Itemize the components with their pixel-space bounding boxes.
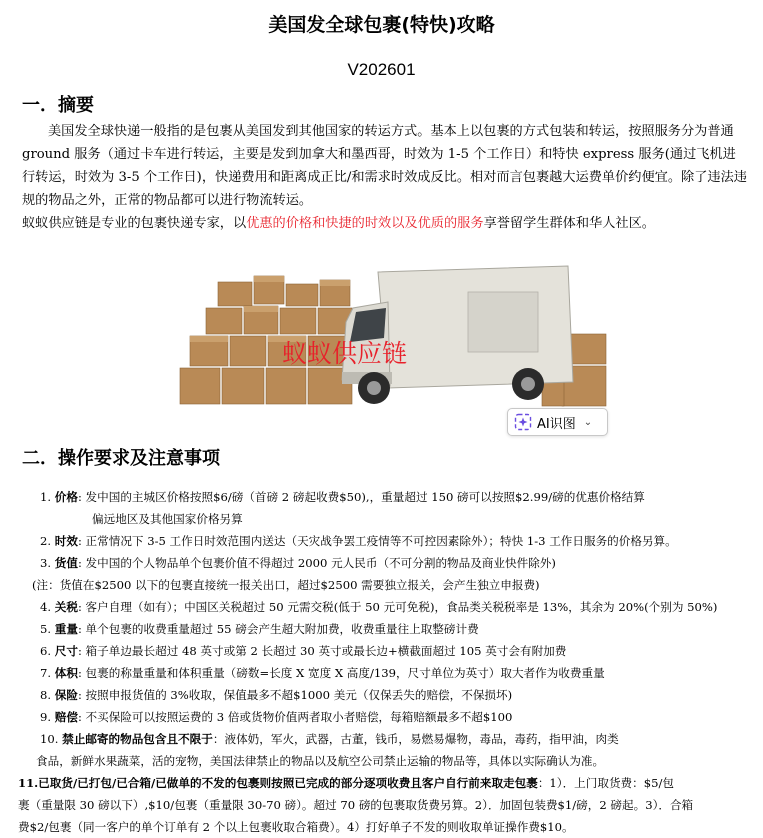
company-text-pre: 蚁蚁供应链是专业的包裹快递专家，以	[22, 216, 247, 231]
ai-sparkle-icon	[514, 413, 532, 431]
company-paragraph	[22, 212, 747, 235]
item-number: 3.	[40, 556, 52, 570]
list-item	[18, 772, 752, 794]
item-label: 11.已取货/已打包/已合箱/已做单的不发的包裹则按照已完成的部分逐项收费且客户自行前来取走包裹	[18, 776, 538, 790]
list-item	[40, 662, 752, 684]
delivery-truck-image	[178, 262, 608, 408]
ai-recognize-label: AI识图	[537, 416, 576, 432]
item-text: ：液体奶，军火，武器，古董，钱币，易燃易爆物，毒品，毒药，指甲油，肉类	[212, 732, 619, 746]
list-item-continuation: 偏远地区及其他国家价格另算	[92, 512, 243, 526]
watermark-text: 蚁蚁供应链	[282, 339, 408, 368]
company-text-post: 享誉留学生群体和华人社区。	[483, 216, 655, 231]
item-number: 8.	[40, 688, 52, 702]
item-text: : 发中国的主城区价格按照$6/磅（首磅 2 磅起收费$50),，重量超过 150 磅可以按照$2.99/磅的优惠价格结算	[77, 490, 645, 504]
chevron-down-icon: ⌄	[583, 416, 593, 428]
item-number: 9.	[40, 710, 52, 724]
item-number: 1.	[40, 490, 52, 504]
item-label: 尺寸	[54, 644, 78, 658]
item-number: 5.	[40, 622, 52, 636]
section-heading-summary: 一．摘要	[22, 95, 94, 116]
item-label: 重量	[54, 622, 78, 636]
document-code: V202601	[347, 60, 416, 79]
ai-recognize-button[interactable]	[507, 408, 608, 436]
item-label: 赔偿	[54, 710, 78, 724]
list-item-continuation: 费$2/包裹（同一客户的单个订单有 2 个以上包裹收取合箱费）。4）打好单子不发的则收取单证操作费$10。	[18, 820, 574, 834]
list-item-note: (注：货值在$2500 以下的包裹直接统一报关出口，超过$2500 需要独立报关，会产生独立申报费)	[32, 578, 540, 592]
item-number: 10.	[40, 732, 59, 746]
item-label: 时效	[54, 534, 78, 548]
item-text: ：1）．上门取货费：$5/包	[537, 776, 675, 790]
item-number: 2.	[40, 534, 52, 548]
item-label: 价格	[54, 490, 78, 504]
list-item-continuation: 裹（重量限 30 磅以下）,$10/包裹（重量限 30-70 磅）。超过 70 磅的包裹取货费另算。2）．加固包装费$1/磅，2 磅起。3）．合箱	[18, 798, 694, 812]
list-item	[40, 684, 752, 706]
item-label: 保险	[54, 688, 78, 702]
item-text: : 发中国的个人物品单个包裹价值不得超过 2000 元人民币（不可分割的物品及商业快件除外)	[77, 556, 556, 570]
list-item	[40, 618, 752, 640]
list-item	[40, 486, 752, 508]
list-item-continuation: 食品，新鲜水果蔬菜，活的宠物，美国法律禁止的物品以及航空公司禁止运输的物品等，具体以实际确认为准。	[36, 754, 605, 768]
item-label: 关税	[54, 600, 78, 614]
item-text: : 正常情况下 3-5 工作日时效范围内送达（天灾战争罢工疫情等不可控因素除外）；特快 1-3 工作日服务的价格另算。	[77, 534, 677, 548]
item-number: 6.	[40, 644, 52, 658]
item-text: : 箱子单边最长超过 48 英寸或第 2 长超过 30 英寸或最长边+横截面超过 105 英寸会有附加费	[77, 644, 567, 658]
company-text-highlight: 优惠的价格和快捷的时效以及优质的服务	[246, 216, 484, 231]
item-label: 禁止邮寄的物品包含且不限于	[62, 732, 213, 746]
list-item	[40, 552, 752, 574]
item-label: 货值	[54, 556, 78, 570]
item-number: 4.	[40, 600, 52, 614]
item-text: : 单个包裹的收费重量超过 55 磅会产生超大附加费，收费重量往上取整磅计费	[77, 622, 479, 636]
item-text: : 按照申报货值的 3%收取，保值最多不超$1000 美元（仅保丢失的赔偿，不保损坏)	[77, 688, 513, 702]
item-text: : 客户自理（如有）；中国区关税超过 50 元需交税(低于 50 元可免税)，食品类关税税率是 13%，其余为 20%(个别为 50%)	[77, 600, 718, 614]
item-label: 体积	[54, 666, 78, 680]
list-item	[40, 706, 752, 728]
section-heading-requirements: 二．操作要求及注意事项	[22, 448, 220, 469]
list-item	[40, 596, 752, 618]
list-item	[40, 530, 752, 552]
item-number: 7.	[40, 666, 52, 680]
item-text: : 包裹的称量重量和体积重量（磅数=长度 X 宽度 X 高度/139，尺寸单位为英寸）取大者作为收费重量	[77, 666, 605, 680]
requirements-list	[18, 486, 752, 838]
item-text: : 不买保险可以按照运费的 3 倍或货物价值两者取小者赔偿，每箱赔额最多不超$100	[77, 710, 513, 724]
summary-paragraph: 美国发全球快递一般指的是包裹从美国发到其他国家的转运方式。基本上以包裹的方式包装和转运，按照服务分为普通 ground 服务（通过卡车进行转运，主要是发到加拿大和墨西哥，时效为 1-5 个工作日）和特快 express 服务(通过飞机进行转运，时效为 3-5 个工作日)，快递费用和距离成正比/和需求时效成反比。相对而言包裹越大运费单价约便宜。除了违法违规的物品之外，正常的物品都可以进行物流转运。	[22, 124, 747, 208]
list-item	[40, 640, 752, 662]
summary-section	[22, 120, 747, 235]
list-item	[40, 728, 752, 750]
document-title: 美国发全球包裹(特快)攻略	[268, 14, 495, 36]
